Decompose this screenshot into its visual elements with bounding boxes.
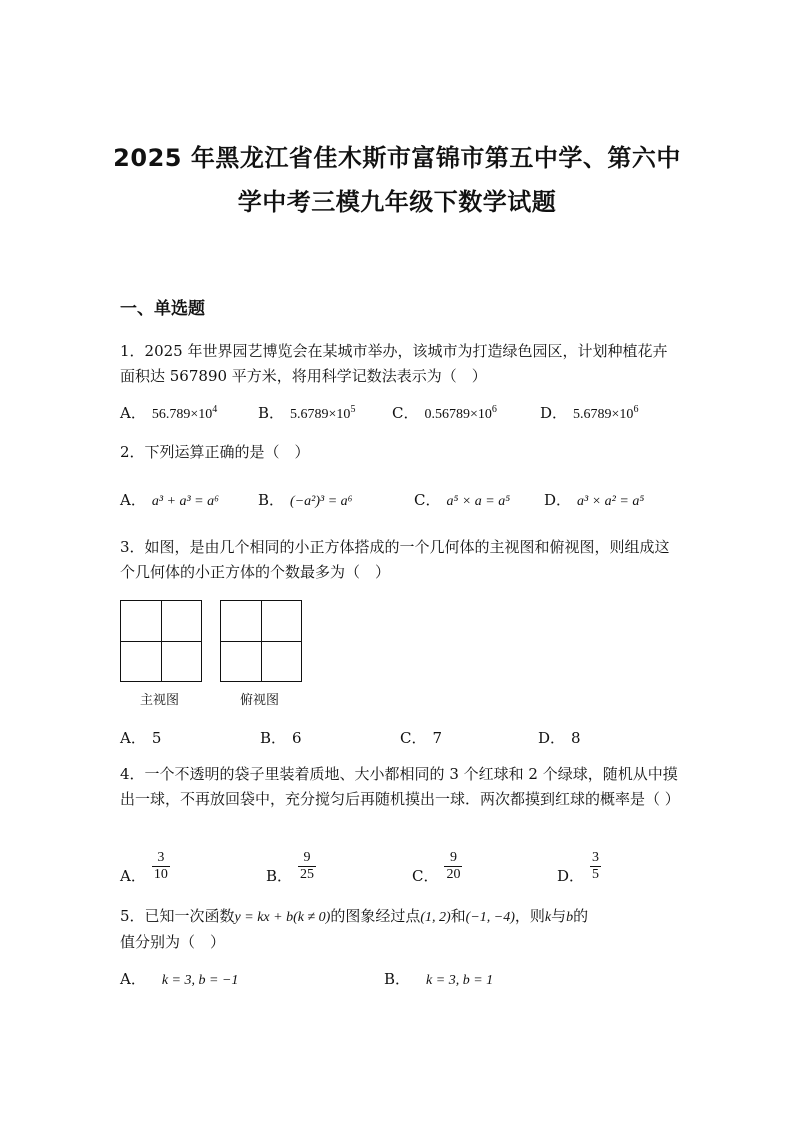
q3-option-c[interactable]: C． 7 (400, 729, 443, 747)
q4-option-a[interactable]: A． $\frac{3}{10}$ (120, 850, 168, 885)
q2-option-c[interactable]: C． a⁵ × a = a⁵ (414, 491, 511, 509)
q1-option-a[interactable]: A． $56.789\times 10^4$ (120, 404, 218, 422)
question-5-text: 5．已知一次函数y = kx + b(k ≠ 0)的图象经过点(1, 2)和(−1, −4)，则k与b的 值分别为（ ） (120, 907, 589, 951)
top-view-caption: 俯视图 (240, 692, 280, 707)
q4-option-c[interactable]: C． $\frac{9}{20}$ (412, 850, 461, 885)
question-2-text: 2．下列运算正确的是（ ） (120, 443, 310, 461)
q2-option-a[interactable]: A． a³ + a³ = a⁶ (120, 491, 219, 509)
q5-option-a[interactable]: A． k = 3, b = −1 (120, 970, 239, 988)
q1-option-c[interactable]: C． $0.56789\times 10^6$ (392, 404, 497, 422)
front-view-figure (120, 600, 202, 682)
q5-option-b[interactable]: B． k = 3, b = 1 (384, 970, 494, 988)
q4-option-d[interactable]: D． $\frac{3}{5}$ (557, 850, 600, 885)
q3-option-b[interactable]: B． 6 (260, 729, 302, 747)
q4-option-b[interactable]: B． $\frac{9}{25}$ (266, 850, 315, 885)
exam-title-line2: 学中考三模九年级下数学试题 (237, 188, 557, 216)
q5-point-2: (−1, −4) (465, 910, 515, 925)
question-3-text: 3．如图，是由几个相同的小正方体搭成的一个几何体的主视图和俯视图，则组成这个几何体的小正方体的个数最多为（ ） (120, 538, 670, 581)
q1-option-b[interactable]: B． $5.6789\times 10^5$ (258, 404, 356, 422)
question-4-text: 4．一个不透明的袋子里装着质地、大小都相同的 3 个红球和 2 个绿球，随机从中摸出一球，不再放回袋中，充分搅匀后再随机摸出一球．两次都摸到红球的概率是（ ） (120, 765, 680, 808)
q2-option-d[interactable]: D． a³ × a² = a⁵ (544, 491, 645, 509)
section-heading: 一、单选题 (120, 299, 205, 319)
question-1-text: 1．2025 年世界园艺博览会在某城市举办，该城市为打造绿色园区，计划种植花卉面积达 567890 平方米，将用科学记数法表示为（ ） (120, 342, 668, 385)
q2-option-b[interactable]: B． (−a²)³ = a⁶ (258, 491, 353, 509)
q1-option-d[interactable]: D． $5.6789\times 10^6$ (540, 404, 639, 422)
q3-option-d[interactable]: D． 8 (538, 729, 581, 747)
top-view-figure (220, 600, 302, 682)
q5-function: y = kx + b(k ≠ 0) (234, 910, 331, 925)
q5-point-1: (1, 2) (420, 910, 451, 925)
q3-option-a[interactable]: A． 5 (120, 729, 162, 747)
exam-title-line1: 2025 年黑龙江省佳木斯市富锦市第五中学、第六中 (113, 144, 681, 172)
front-view-caption: 主视图 (140, 692, 180, 707)
